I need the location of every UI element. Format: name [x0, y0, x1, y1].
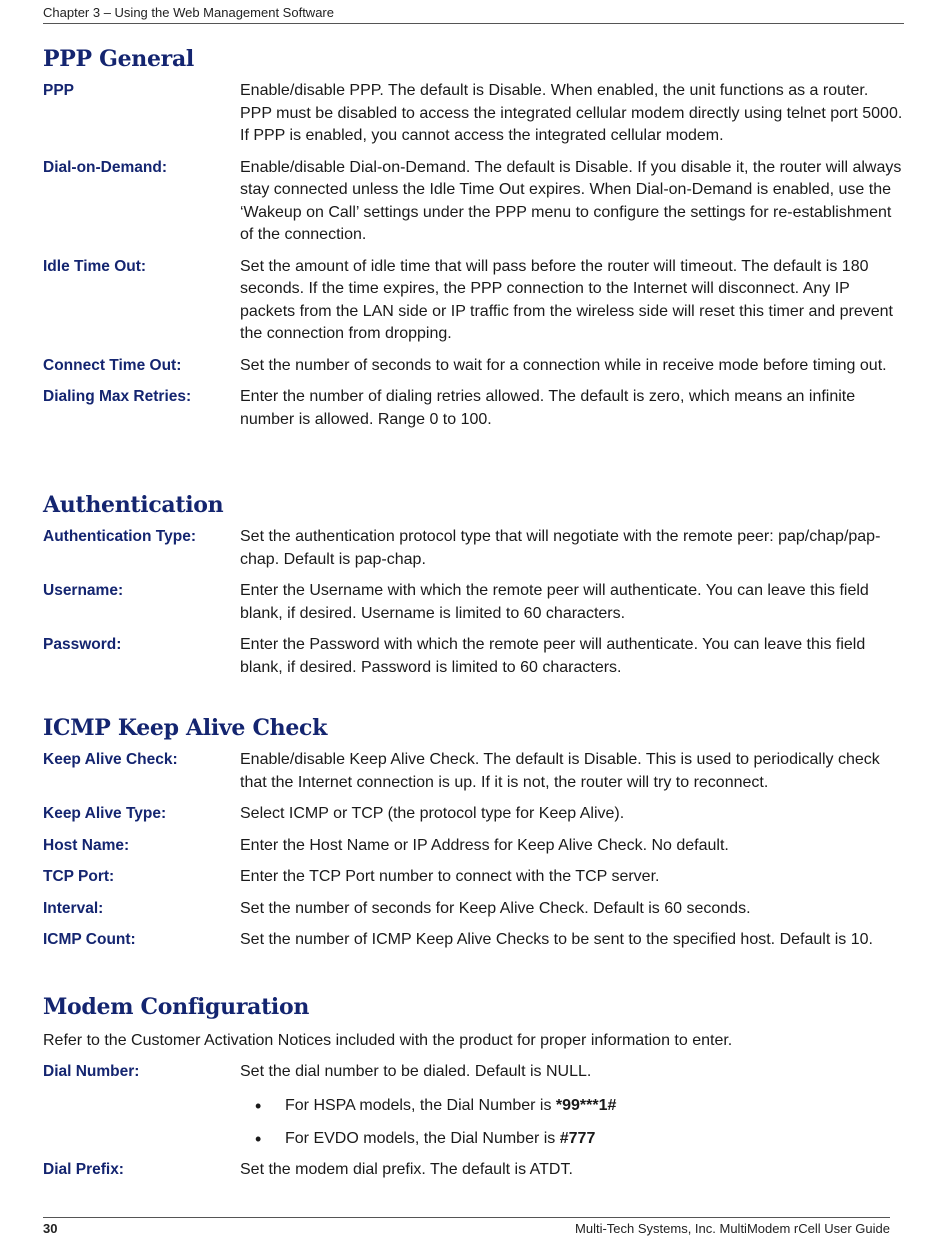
term-label: Password: [43, 636, 122, 653]
definition-row [43, 749, 904, 794]
term-label: PPP [43, 82, 75, 99]
definition-row [43, 803, 904, 826]
bullet-text: For HSPA models, the Dial Number is [285, 1096, 556, 1114]
section-modem-configuration [43, 992, 904, 1181]
term-description: Enter the Password with which the remote peer will authenticate. You can leave this field blank, if desired. Password is limited to 60 characters. [240, 636, 866, 676]
term-label: Authentication Type: [43, 528, 196, 545]
term-description: Enable/disable Dial-on-Demand. The default is Disable. If you disable it, the router will always stay connected unless the Idle Time Out expires. When Dial-on-Demand is enabled, use the ‘Wakeup on Call’ settings under the PPP menu to configure the settings for re-establishment of the connection. [240, 158, 902, 243]
bullet-value: *99***1# [555, 1096, 617, 1114]
section-title: PPP General [43, 46, 194, 72]
definition-row [43, 898, 904, 921]
definition-row [43, 386, 904, 431]
section-icmp-keep-alive [43, 713, 904, 952]
term-description: Set the authentication protocol type that will negotiate with the remote peer: pap/chap/pap-chap. Default is pap-chap. [240, 528, 881, 568]
section-title: Modem Configuration [43, 994, 310, 1020]
definition-row [43, 526, 904, 571]
bullet-item [240, 1128, 904, 1150]
term-description: Set the number of ICMP Keep Alive Checks to be sent to the specified host. Default is 10. [240, 931, 873, 948]
term-description: Set the modem dial prefix. The default is ATDT. [240, 1160, 573, 1178]
term-description: Enter the TCP Port number to connect with the TCP server. [240, 868, 660, 885]
term-label: Username: [43, 582, 124, 599]
definition-row [43, 866, 904, 889]
term-description: Set the number of seconds to wait for a connection while in receive mode before timing out. [240, 356, 887, 374]
definition-row [43, 929, 904, 952]
section-intro: Refer to the Customer Activation Notices included with the product for proper information to enter. [43, 1032, 733, 1049]
term-description: Enable/disable Keep Alive Check. The default is Disable. This is used to periodically check that the Internet connection is up. If it is not, the router will try to reconnect. [240, 751, 880, 791]
bullet-list [240, 1095, 904, 1150]
bullet-item [240, 1095, 904, 1117]
bullet-text: For EVDO models, the Dial Number is [285, 1129, 560, 1147]
term-label: Connect Time Out: [43, 356, 182, 374]
section-ppp-general [43, 44, 904, 431]
term-description: Enter the Username with which the remote peer will authenticate. You can leave this field blank, if desired. Username is limited to 60 characters. [240, 582, 869, 622]
definition-row [43, 835, 904, 858]
term-description: Select ICMP or TCP (the protocol type for Keep Alive). [240, 805, 625, 822]
term-description: Set the number of seconds for Keep Alive Check. Default is 60 seconds. [240, 899, 751, 917]
term-label: Keep Alive Check: [43, 751, 178, 768]
term-label: Interval: [43, 899, 104, 917]
running-header: Chapter 3 – Using the Web Management Software [43, 5, 904, 24]
term-label: Host Name: [43, 836, 130, 854]
section-authentication [43, 490, 904, 679]
term-label: Dial Number: [43, 1063, 140, 1080]
term-description: Enable/disable PPP. The default is Disable. When enabled, the unit functions as a router. PPP must be disabled to access the integrated cellular modem directly using telnet port 5000. If PPP is enabled, you cannot access the integrated cellular modem. [240, 82, 903, 144]
page-footer [43, 1217, 890, 1236]
term-description: Enter the number of dialing retries allowed. The default is zero, which means an infinite number is allowed. Range 0 to 100. [240, 388, 856, 428]
term-description-text: Set the dial number to be dialed. Default is NULL. [240, 1063, 592, 1080]
term-label: Dial-on-Demand: [43, 158, 167, 176]
definition-row [43, 355, 904, 378]
page-number: 30 [43, 1221, 58, 1236]
definition-row [43, 256, 904, 346]
footer-title: Multi-Tech Systems, Inc. MultiModem rCell User Guide [575, 1221, 890, 1236]
bullet-value: #777 [559, 1129, 596, 1147]
section-title: ICMP Keep Alive Check [43, 715, 328, 741]
definition-row [43, 1061, 904, 1150]
definition-row [43, 634, 904, 679]
definition-row [43, 1159, 904, 1182]
definition-row [43, 157, 904, 247]
term-description: Set the amount of idle time that will pass before the router will timeout. The default is 180 seconds. If the time expires, the PPP connection to the Internet will disconnect. Any IP packets from the LAN side or IP traffic from the wireless side will reset this timer and prevent the connection from dropping. [240, 257, 893, 342]
definition-row [43, 80, 904, 148]
term-label: Keep Alive Type: [43, 805, 167, 822]
term-label: TCP Port: [43, 868, 115, 885]
term-label: Dial Prefix: [43, 1160, 124, 1178]
term-label: Idle Time Out: [43, 257, 147, 275]
term-label: ICMP Count: [43, 931, 136, 948]
term-description [240, 1061, 904, 1150]
term-description: Enter the Host Name or IP Address for Keep Alive Check. No default. [240, 836, 729, 854]
definition-row [43, 580, 904, 625]
section-title: Authentication [43, 492, 224, 518]
term-label: Dialing Max Retries: [43, 388, 192, 405]
